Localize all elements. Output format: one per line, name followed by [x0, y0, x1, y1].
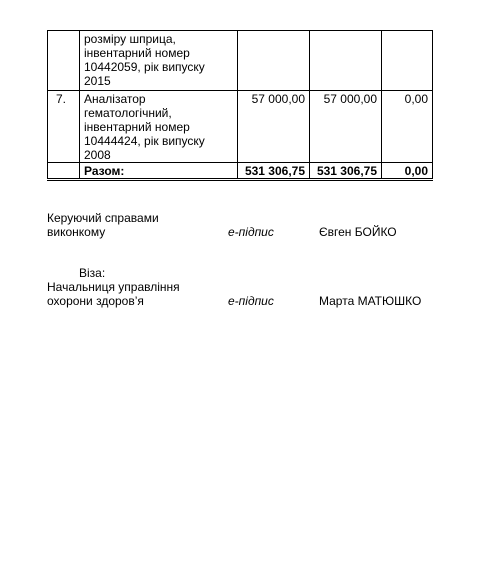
inventory-table — [47, 30, 433, 181]
signer-1-title-line2: виконкому — [47, 225, 106, 239]
row-value-2 — [310, 31, 382, 91]
signer-1-e-signature: е-підпис — [228, 225, 274, 239]
visa-label: Віза: — [79, 266, 106, 280]
total-value-3: 0,00 — [382, 163, 433, 180]
signer-2-name: Марта МАТЮШКО — [319, 294, 422, 308]
total-value-1: 531 306,75 — [238, 163, 310, 180]
total-label: Разом: — [80, 163, 238, 180]
row-value-3: 0,00 — [382, 91, 433, 163]
row-index — [48, 31, 80, 91]
signer-2-e-signature: е-підпис — [228, 294, 274, 308]
signer-2-title-line1: Начальниця управління — [47, 280, 180, 294]
signer-2-title — [47, 280, 180, 308]
row-value-3 — [382, 31, 433, 91]
row-item-name: розміру шприца, інвентарний номер 10442059, рік випуску 2015 — [80, 31, 238, 91]
row-value-2: 57 000,00 — [310, 91, 382, 163]
row-index: 7. — [48, 91, 80, 163]
signer-1-title — [47, 211, 159, 239]
total-value-2: 531 306,75 — [310, 163, 382, 180]
table-total-row — [48, 163, 433, 180]
signer-1-name: Євген БОЙКО — [319, 225, 397, 239]
row-item-name: Аналізатор гематологічний, інвентарний номер 10444424, рік випуску 2008 — [80, 91, 238, 163]
row-value-1: 57 000,00 — [238, 91, 310, 163]
row-value-1 — [238, 31, 310, 91]
table-row — [48, 91, 433, 163]
table-row — [48, 31, 433, 91]
total-index-cell — [48, 163, 80, 180]
signer-1-title-line1: Керуючий справами — [47, 211, 159, 225]
signer-2-title-line2: охорони здоров’я — [47, 294, 144, 308]
